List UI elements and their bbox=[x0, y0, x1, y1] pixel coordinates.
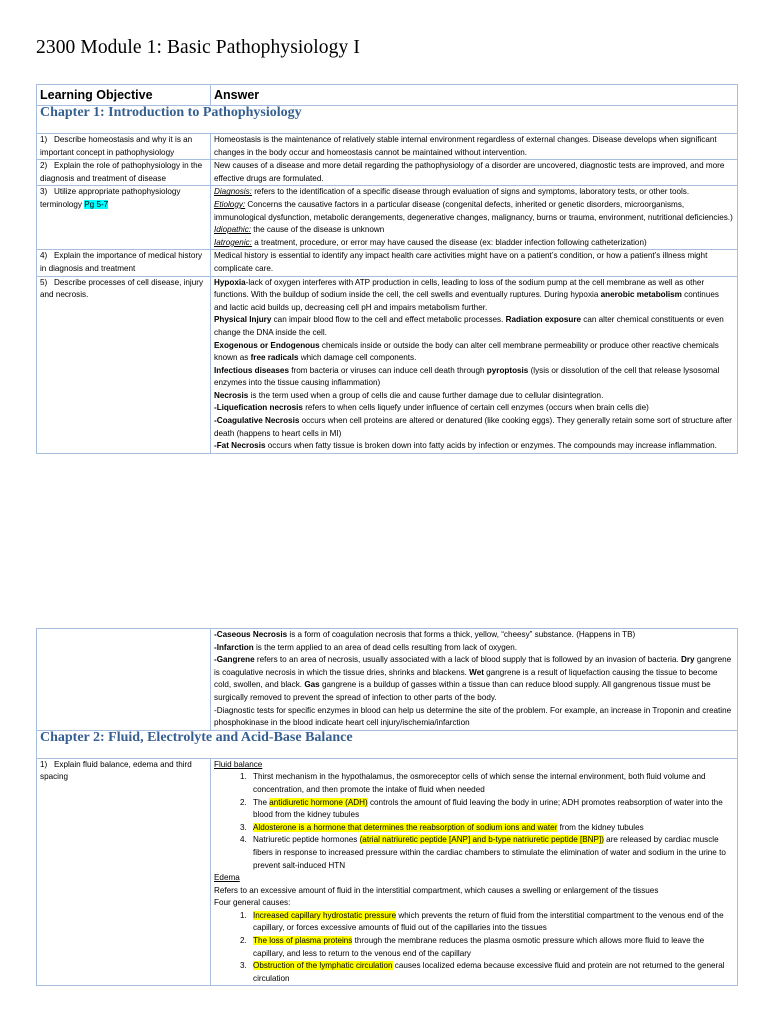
fluid-balance-list bbox=[214, 771, 734, 872]
list-item bbox=[249, 834, 734, 872]
term-free-radicals: free radicals bbox=[250, 353, 299, 363]
term-fat-necrosis: -Fat Necrosis bbox=[214, 441, 266, 451]
text-necrosis: is the term used when a group of cells die and cause further damage due to cellular disintegration. bbox=[248, 390, 604, 400]
text-hypoxia: -lack of oxygen interferes with ATP production in cells, leading to loss of the sodium pump at the cell membrane as well as other functions. With the buildup of sodium inside the cell, the cell swells and eventually ruptures. During hypoxia bbox=[214, 277, 705, 300]
term-infarction: -Infarction bbox=[214, 642, 254, 652]
list-item-text: The bbox=[253, 797, 270, 807]
term-physical-injury: Physical Injury bbox=[214, 315, 272, 325]
text-pyroptosis: (lysis or dissolution of the cell that release lysosomal enzymes into the tissue causing inflammation) bbox=[214, 365, 720, 388]
objective-continued bbox=[37, 629, 211, 731]
chapter-row bbox=[37, 106, 738, 134]
table-row bbox=[37, 250, 738, 276]
term-anerobic: anerobic metabolism bbox=[600, 290, 682, 300]
table-header-row bbox=[37, 85, 738, 106]
objective-5: 5) Describe processes of cell disease, injury and necrosis. bbox=[37, 276, 211, 453]
highlight-adh: antidiuretic hormone (ADH) bbox=[269, 797, 368, 807]
text-coagulative: occurs when cell proteins are altered or denatured (like cooking eggs). They generally retain some sort of structure after death (happens to heart cells in MI) bbox=[214, 416, 732, 438]
highlight-lymphatic: Obstruction of the lymphatic circulation bbox=[253, 961, 393, 971]
list-item bbox=[249, 960, 734, 985]
list-item bbox=[249, 910, 734, 935]
term-idiopathic: Idiopathic: bbox=[214, 225, 252, 235]
text-infarction: is the term applied to an area of dead cells resulting from lack of oxygen. bbox=[253, 642, 518, 652]
list-item-text: causes localized edema because excessive fluid and protein are not returned to the general circulation bbox=[253, 961, 725, 983]
answer-4: Medical history is essential to identify any impact health care activities might have on a patient’s condition, or how a patient’s illness might complicate care. bbox=[211, 250, 738, 276]
subheading-edema: Edema bbox=[214, 873, 240, 883]
term-diagnosis: Diagnosis: bbox=[214, 187, 252, 197]
text-physical-injury: can impair blood flow to the cell and effect metabolic processes. bbox=[271, 315, 506, 325]
answer-3 bbox=[211, 186, 738, 250]
term-exogenous: Exogenous or Endogenous bbox=[214, 340, 320, 350]
text-exogenous: chemicals inside or outside the body can alter cell membrane permeability or produce other reactive chemicals known as bbox=[214, 340, 719, 363]
table-row bbox=[37, 186, 738, 250]
term-pyroptosis: pyroptosis bbox=[486, 365, 529, 375]
list-item bbox=[249, 822, 734, 835]
answer-2: New causes of a disease and more detail regarding the pathophysiology of a disorder are uncovered, diagnostic tests are improved, and more effective drugs are formulated. bbox=[211, 160, 738, 186]
text-diagnostic-tests: -Diagnostic tests for specific enzymes in blood can help us determine the site of the problem. For example, an increase in Troponin and creatine phosphokinase in the blood indicate heart cell injury/ischemia/infarction bbox=[214, 705, 732, 728]
objective-1: 1) Describe homeostasis and why it is an important concept in pathophysiology bbox=[37, 134, 211, 160]
answer-ch2-1 bbox=[211, 758, 738, 986]
list-item-text: through the membrane reduces the plasma osmotic pressure which allows more fluid to leave the capillary, and less to return to the venous end of the capillary bbox=[253, 936, 705, 958]
list-item-text: controls the amount of fluid leaving the body in urine; ADH promotes reabsorption of water into the blood from the kidney tubules bbox=[253, 797, 723, 820]
term-etiology: Etiology: bbox=[214, 199, 246, 209]
text-hypoxia-2: continues and lactic acid builds up, decreasing cell pH and impairs metabolism further. bbox=[214, 290, 719, 312]
document-title: 2300 Module 1: Basic Pathophysiology I bbox=[36, 37, 360, 58]
header-learning-objective: Learning Objective bbox=[37, 85, 211, 106]
edema-definition: Refers to an excessive amount of fluid in the interstitial compartment, which causes a swelling or enlargement of the tissues bbox=[214, 885, 659, 895]
text-free-radicals: which damage cell components. bbox=[298, 353, 417, 363]
answer-continued bbox=[211, 629, 738, 731]
term-iatrogenic: Iatrogenic: bbox=[214, 237, 252, 247]
list-item-text: which prevents the return of fluid from the interstitial compartment to the venous end of the capillary, or forces excessive amounts of fluid out of the capillaries into the tissues bbox=[253, 910, 724, 933]
list-item-text: are released by cardiac muscle fibers in response to increased pressure within the cardiac chambers to stimulate the elimination of water and sodium in the urine to prevent salt-induced HTN bbox=[253, 835, 726, 870]
text-caseous: is a form of coagulation necrosis that forms a thick, yellow, “cheesy” substance. (Happens in TB) bbox=[287, 630, 636, 639]
term-hypoxia: Hypoxia bbox=[214, 277, 246, 287]
term-gas: Gas bbox=[304, 680, 320, 690]
text-infectious: from bacteria or viruses can induce cell death through bbox=[288, 365, 487, 375]
objective-3 bbox=[37, 186, 211, 250]
list-item bbox=[249, 797, 734, 822]
objectives-table-continued bbox=[36, 628, 738, 986]
chapter-2-heading: Chapter 2: Fluid, Electrolyte and Acid-Base Balance bbox=[37, 730, 738, 758]
highlight-natriuretic: (atrial natriuretic peptide [ANP] and b-type natriuretic peptide [BNP]) bbox=[359, 835, 604, 845]
subheading-fluid-balance: Fluid balance bbox=[214, 759, 263, 769]
definition-idiopathic: the cause of the disease is unknown bbox=[251, 225, 385, 235]
term-infectious: Infectious diseases bbox=[214, 365, 289, 375]
term-radiation: Radiation exposure bbox=[505, 315, 582, 325]
definition-diagnosis: refers to the identification of a specific disease through evaluation of signs and symptoms, laboratory tests, or other tools. bbox=[251, 187, 690, 197]
header-answer: Answer bbox=[211, 85, 738, 106]
table-row bbox=[37, 629, 738, 731]
answer-1: Homeostasis is the maintenance of relatively stable internal environment regardless of external changes. Disease develops when significant changes in the body occur and homeostasis cannot be maintained without intervention. bbox=[211, 134, 738, 160]
text-fat-necrosis: occurs when fatty tissue is broken down into fatty acids by infection or enzymes. The compounds may increase inflammation. bbox=[265, 441, 717, 451]
text-radiation: can alter chemical constituents or even change the DNA inside the cell. bbox=[214, 315, 724, 337]
highlight-aldosterone: Aldosterone is a hormone that determines the reabsorption of sodium ions and water bbox=[253, 822, 558, 832]
text-gangrene-3: gangrene is a result of liquefaction causing the tissue to become cold, swollen, and black. bbox=[214, 667, 718, 690]
term-dry: Dry bbox=[681, 655, 695, 665]
list-item: 1. Thirst mechanism in the hypothalamus, the osmoreceptor cells of which sense the internal environment, both fluid volume and concentration, and then promote the intake of fluid when needed bbox=[249, 771, 734, 796]
term-gangrene: -Gangrene bbox=[214, 655, 255, 665]
highlight-plasma-proteins: The loss of plasma proteins bbox=[253, 936, 353, 946]
text-gangrene-1: refers to an area of necrosis, usually associated with a lack of blood supply that is followed by an invasion of bacteria. bbox=[254, 655, 681, 665]
list-item-text: Natriuretic peptide hormones bbox=[253, 835, 360, 845]
answer-5 bbox=[211, 276, 738, 453]
page-reference-highlight: Pg 5-7 bbox=[84, 199, 109, 209]
highlight-hydrostatic: Increased capillary hydrostatic pressure bbox=[253, 910, 397, 920]
objective-ch2-1: 1) Explain fluid balance, edema and third spacing bbox=[37, 758, 211, 986]
table-row bbox=[37, 134, 738, 160]
table-row bbox=[37, 160, 738, 186]
list-item-text: from the kidney tubules bbox=[557, 822, 644, 832]
objectives-table bbox=[36, 84, 738, 454]
objective-3-text: 3) Utilize appropriate pathophysiology terminology bbox=[40, 187, 181, 209]
term-necrosis: Necrosis bbox=[214, 390, 249, 400]
term-wet: Wet bbox=[469, 667, 484, 677]
term-liquefication: -Liquefication necrosis bbox=[214, 403, 303, 413]
table-row bbox=[37, 758, 738, 986]
table-row bbox=[37, 276, 738, 453]
objective-2: 2) Explain the role of pathophysiology in the diagnosis and treatment of disease bbox=[37, 160, 211, 186]
chapter-row bbox=[37, 730, 738, 758]
list-item bbox=[249, 935, 734, 960]
term-coagulative: -Coagulative Necrosis bbox=[214, 416, 300, 426]
definition-etiology: Concerns the causative factors in a particular disease (congenital defects, inherited or genetic disorders, microorganisms, immunological dysfunction, metabolic derangements, degenerative changes, malignancy, burns or trauma, environment, nutritional deficiencies.) bbox=[214, 199, 733, 222]
objective-4: 4) Explain the importance of medical history in diagnosis and treatment bbox=[37, 250, 211, 276]
text-gangrene-2: gangrene is coagulative necrosis in which the tissue dries, shrinks and blackens. bbox=[214, 655, 732, 677]
term-caseous: -Caseous Necrosis bbox=[214, 630, 288, 639]
edema-causes-list bbox=[214, 910, 734, 986]
text-liquefication: refers to when cells liquefy under influence of certain cell enzymes (occurs when brain cells die) bbox=[302, 403, 649, 413]
definition-iatrogenic: a treatment, procedure, or error may have caused the disease (ex: bladder infection following catheterization) bbox=[251, 237, 647, 247]
chapter-1-heading: Chapter 1: Introduction to Pathophysiology bbox=[37, 106, 738, 134]
causes-label: Four general causes: bbox=[214, 898, 291, 908]
text-gangrene-4: gangrene is a buildup of gasses within a tissue than can reduce blood supply. All gangrenous tissue must be surgically removed to prevent the spread of infection to other parts of the body. bbox=[214, 680, 711, 702]
